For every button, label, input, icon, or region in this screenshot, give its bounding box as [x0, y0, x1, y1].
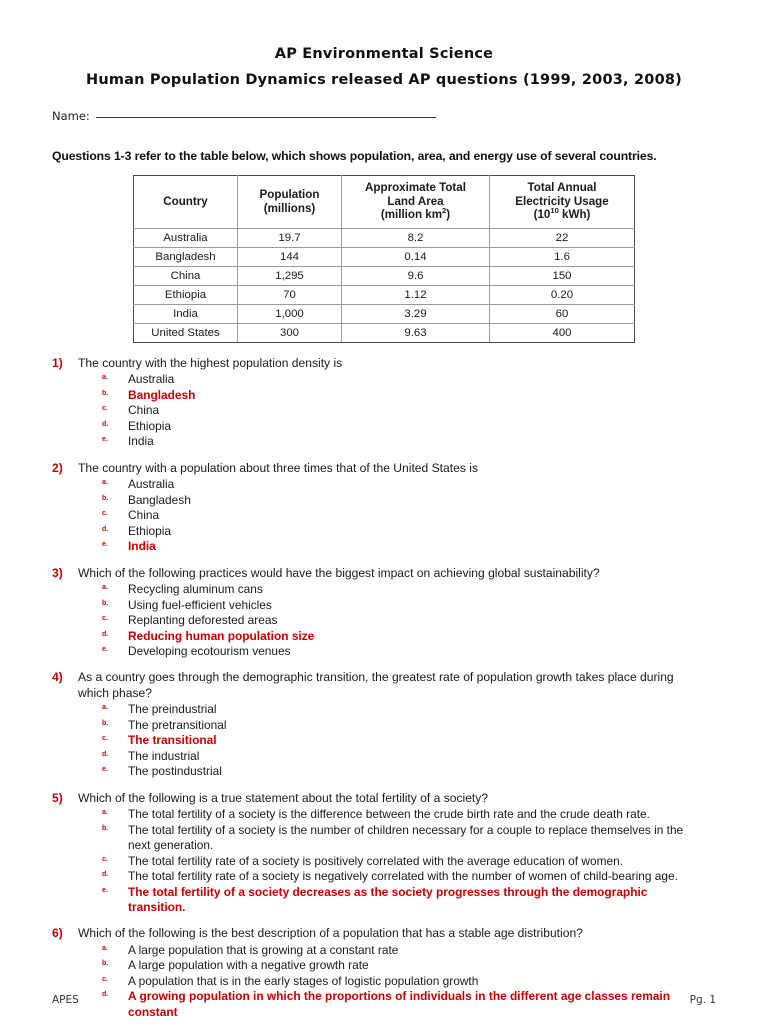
option-item-correct[interactable]	[52, 885, 716, 916]
option-text: The total fertility rate of a society is positively correlated with the average education of women.	[128, 853, 624, 868]
question-text: As a country goes through the demographic transition, the greatest rate of population growth takes place during which phase?	[78, 670, 674, 700]
country-table-wrapper	[52, 175, 716, 343]
cell-population: 300	[238, 324, 342, 343]
option-text: The total fertility of a society is the number of children necessary for a couple to replace themselves in the next generation.	[128, 822, 684, 853]
elec-header-line2: Electricity Usage	[515, 194, 609, 208]
option-item-correct[interactable]	[52, 388, 716, 403]
elec-unit-superscript: 10	[550, 206, 559, 216]
cell-population: 70	[238, 286, 342, 305]
cell-population: 144	[238, 248, 342, 267]
option-text: India	[128, 539, 156, 554]
option-list	[52, 807, 716, 915]
option-letter: d.	[102, 630, 109, 638]
question-number: 2)	[52, 460, 63, 475]
option-item[interactable]	[52, 508, 716, 523]
page-footer	[52, 994, 716, 1006]
option-item-correct[interactable]	[52, 733, 716, 748]
footer-left-label: APES	[52, 994, 79, 1006]
cell-land-area: 9.6	[342, 267, 490, 286]
option-letter: c.	[102, 735, 108, 743]
cell-electricity: 0.20	[490, 286, 635, 305]
option-text: China	[128, 403, 160, 418]
option-text: A population that is in the early stages of logistic population growth	[128, 973, 479, 988]
option-letter: a.	[102, 374, 108, 382]
option-letter: a.	[102, 584, 108, 592]
question-header	[52, 356, 716, 371]
land-unit-superscript: 2	[442, 206, 447, 216]
option-letter: c.	[102, 405, 108, 413]
option-letter: b.	[102, 824, 109, 832]
elec-header-line1: Total Annual	[527, 181, 597, 194]
option-text: The total fertility of a society is the difference between the crude birth rate and the crude death rate.	[128, 807, 650, 822]
option-item[interactable]	[52, 524, 716, 539]
option-item[interactable]	[52, 434, 716, 449]
footer-page-number: Pg. 1	[689, 994, 716, 1006]
question-number: 3)	[52, 565, 63, 580]
cell-electricity: 150	[490, 267, 635, 286]
option-item-correct[interactable]	[52, 539, 716, 554]
option-letter: c.	[102, 855, 108, 863]
question-number: 5)	[52, 790, 63, 805]
question-header	[52, 791, 716, 806]
option-item[interactable]	[52, 372, 716, 387]
option-text: The postindustrial	[128, 764, 222, 779]
column-header-population	[238, 176, 342, 229]
elec-header-line3: ($10^{10}$ kWh)	[533, 206, 591, 222]
option-text: The industrial	[128, 748, 200, 763]
option-letter: e.	[102, 541, 108, 549]
page-title: AP Environmental Science	[274, 46, 494, 62]
cell-population: 19.7	[238, 229, 342, 248]
table-row	[134, 229, 635, 248]
option-item[interactable]	[52, 493, 716, 508]
cell-population: 1,000	[238, 305, 342, 324]
option-letter: a.	[102, 809, 108, 817]
option-letter: c.	[102, 975, 108, 983]
question-header	[52, 566, 716, 581]
question-block	[52, 461, 716, 555]
option-list	[52, 477, 716, 554]
option-text: The preindustrial	[128, 702, 217, 717]
option-text: Ethiopia	[128, 418, 171, 433]
population-header-line2: (millions)	[263, 201, 316, 215]
option-item[interactable]	[52, 598, 716, 613]
option-letter: d.	[102, 420, 109, 428]
option-item[interactable]	[52, 419, 716, 434]
column-header-land-area	[342, 176, 490, 229]
question-text: The country with a population about three times that of the United States is	[78, 460, 478, 475]
cell-land-area: 1.12	[342, 286, 490, 305]
table-row	[134, 286, 635, 305]
option-item[interactable]	[52, 869, 716, 884]
cell-country: Ethiopia	[134, 286, 238, 305]
cell-country: China	[134, 267, 238, 286]
option-item[interactable]	[52, 974, 716, 989]
option-letter: e.	[102, 886, 108, 894]
option-item-correct[interactable]	[52, 629, 716, 644]
option-item[interactable]	[52, 702, 716, 717]
cell-country: India	[134, 305, 238, 324]
cell-electricity: 22	[490, 229, 635, 248]
option-letter: e.	[102, 766, 108, 774]
cell-country: United States	[134, 324, 238, 343]
question-header	[52, 461, 716, 476]
table-row	[134, 324, 635, 343]
option-item[interactable]	[52, 718, 716, 733]
option-text: Recycling aluminum cans	[128, 582, 263, 597]
option-letter: b.	[102, 960, 109, 968]
option-item[interactable]	[52, 644, 716, 659]
option-text: Ethiopia	[128, 523, 171, 538]
option-item[interactable]	[52, 854, 716, 869]
option-letter: e.	[102, 645, 108, 653]
option-letter: b.	[102, 599, 109, 607]
table-row	[134, 248, 635, 267]
option-list	[52, 702, 716, 779]
question-text: Which of the following is the best description of a population that has a stable age distribution?	[78, 926, 583, 941]
option-letter: d.	[102, 871, 109, 879]
option-text: The pretransitional	[128, 717, 227, 732]
option-letter: a.	[102, 479, 108, 487]
question-header	[52, 670, 716, 701]
option-text: The total fertility rate of a society is negatively correlated with the number of women of child-bearing age.	[128, 869, 678, 884]
option-letter: d.	[102, 750, 109, 758]
option-item[interactable]	[52, 613, 716, 628]
option-letter: b.	[102, 494, 109, 502]
option-item[interactable]	[52, 807, 716, 822]
land-header-line3: (million $km^2$)	[380, 206, 451, 222]
option-text: Using fuel-efficient vehicles	[128, 597, 272, 612]
option-letter: c.	[102, 615, 108, 623]
question-number: 6)	[52, 926, 63, 941]
option-item[interactable]	[52, 477, 716, 492]
option-text: A large population with a negative growth rate	[128, 958, 369, 973]
option-letter: b.	[102, 719, 109, 727]
question-text: The country with the highest population density is	[78, 356, 343, 371]
name-field-row	[52, 109, 716, 123]
cell-electricity: 1.6	[490, 248, 635, 267]
option-item[interactable]	[52, 823, 716, 854]
cell-country: Australia	[134, 229, 238, 248]
option-item[interactable]	[52, 764, 716, 779]
question-block	[52, 566, 716, 660]
table-header	[134, 176, 635, 229]
option-item[interactable]	[52, 749, 716, 764]
option-item[interactable]	[52, 943, 716, 958]
option-text: Australia	[128, 372, 175, 387]
option-letter: d.	[102, 525, 109, 533]
cell-land-area: 9.63	[342, 324, 490, 343]
question-number: 1)	[52, 356, 63, 371]
option-text: Australia	[128, 477, 175, 492]
land-header-line1: Approximate Total	[365, 181, 466, 194]
option-letter: a.	[102, 704, 108, 712]
page-subtitle: Human Population Dynamics released AP questions (1999, 2003, 2008)	[86, 72, 682, 88]
name-input-line[interactable]	[96, 116, 436, 118]
cell-country: Bangladesh	[134, 248, 238, 267]
population-header-line1: Population	[259, 187, 320, 201]
option-item[interactable]	[52, 582, 716, 597]
cell-electricity: 60	[490, 305, 635, 324]
column-header-country: Country	[134, 176, 238, 229]
column-header-electricity	[490, 176, 635, 229]
option-item[interactable]	[52, 958, 716, 973]
cell-electricity: 400	[490, 324, 635, 343]
questions-list	[52, 356, 716, 1020]
option-text: Developing ecotourism venues	[128, 643, 291, 658]
question-text: Which of the following practices would have the biggest impact on achieving global sustainability?	[78, 565, 600, 580]
question-number: 4)	[52, 670, 63, 685]
question-block	[52, 356, 716, 450]
option-text: Bangladesh	[128, 387, 196, 402]
option-text: The transitional	[128, 733, 217, 748]
cell-land-area: 8.2	[342, 229, 490, 248]
option-item[interactable]	[52, 403, 716, 418]
option-text: Bangladesh	[128, 492, 191, 507]
question-header	[52, 926, 716, 941]
option-letter: b.	[102, 389, 109, 397]
country-data-table	[133, 175, 635, 343]
table-intro-text: Questions 1-3 refer to the table below, which shows population, area, and energy use of several countries.	[52, 149, 657, 163]
cell-land-area: 3.29	[342, 305, 490, 324]
option-text: Replanting deforested areas	[128, 613, 278, 628]
name-label: Name:	[52, 109, 90, 123]
option-text: The total fertility of a society decreases as the society progresses through the demographic transition.	[128, 884, 648, 915]
option-text: China	[128, 508, 160, 523]
option-text: A large population that is growing at a constant rate	[128, 942, 399, 957]
table-header-row	[134, 176, 635, 229]
option-text: Reducing human population size	[128, 628, 315, 643]
question-block	[52, 670, 716, 779]
option-letter: a.	[102, 944, 108, 952]
option-list	[52, 582, 716, 659]
option-text: India	[128, 434, 154, 449]
cell-land-area: 0.14	[342, 248, 490, 267]
title-block	[52, 46, 716, 88]
question-text: Which of the following is a true statement about the total fertility of a society?	[78, 790, 489, 805]
question-block	[52, 926, 716, 1020]
option-text: A growing population in which the proportions of individuals in the different age classes remain constant	[128, 989, 670, 1019]
table-body	[134, 229, 635, 343]
table-row	[134, 305, 635, 324]
table-row	[134, 267, 635, 286]
option-list	[52, 943, 716, 1020]
land-header-line2: Land Area	[387, 194, 444, 208]
option-letter: d.	[102, 991, 109, 999]
option-letter: e.	[102, 436, 108, 444]
option-list	[52, 372, 716, 449]
cell-population: 1,295	[238, 267, 342, 286]
question-block	[52, 791, 716, 916]
option-letter: c.	[102, 510, 108, 518]
